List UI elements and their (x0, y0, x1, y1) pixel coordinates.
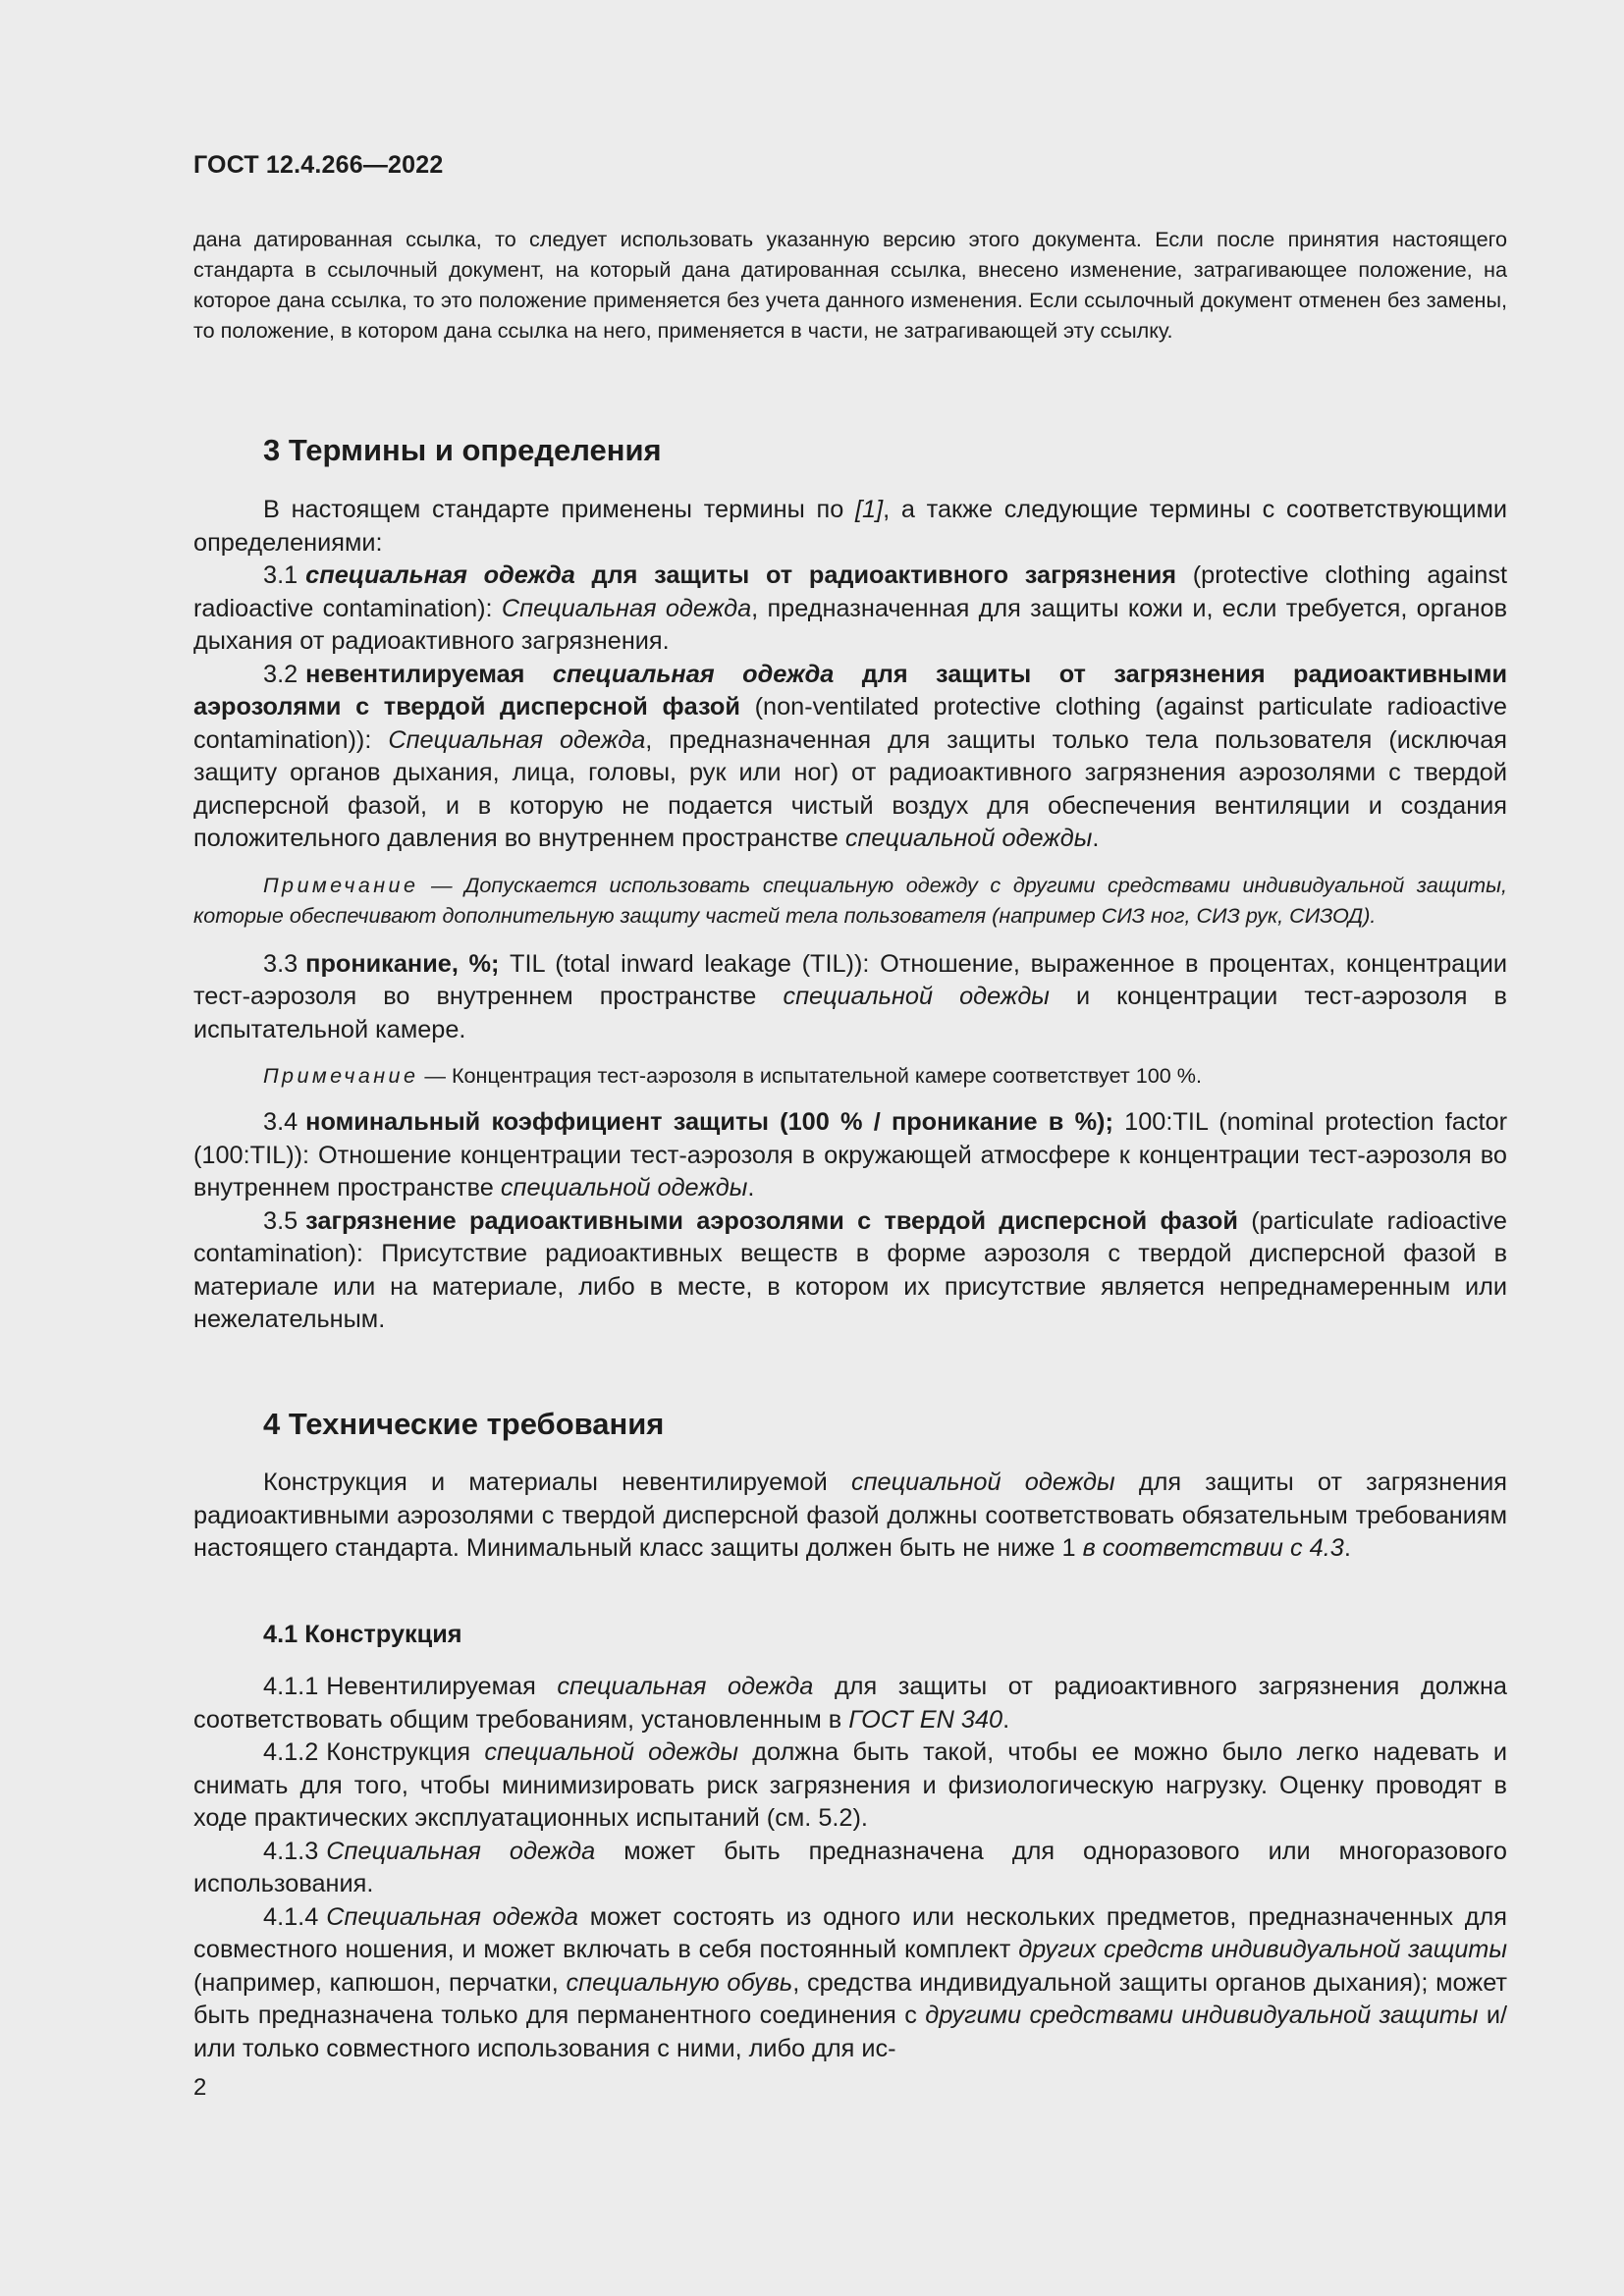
clause-4-1-1: 4.1.1 Невентилируемая специальная одежда для защиты от радиоактивного загрязнения должна соответствовать общим требованиям, установленным в ГОСТ EN 340. (193, 1673, 1507, 1734)
note-1: Примечание — Допускается использовать специальную одежду с другими средствами индивидуальной защиты, которые обеспечивают дополнительную защиту частей тела пользователя (например СИЗ ног, СИЗ рук, СИЗОД). (193, 872, 1507, 928)
clause-4-1-2: 4.1.2 Конструкция специальной одежды должна быть такой, чтобы ее можно было легко надевать и снимать для того, чтобы минимизировать риск загрязнения и физиологическую нагрузку. Оценку проводят в ходе практических эксплуатационных испытаний (см. 5.2). (193, 1738, 1508, 1832)
clause-4-1-3: 4.1.3 Специальная одежда может быть предназначена для одноразового или многоразового использования. (193, 1837, 1508, 1897)
term-3-5: 3.5 загрязнение радиоактивными аэрозолями с твердой дисперсной фазой (particulate radioactive contamination): Присутствие радиоактивных веществ в форме аэрозоля с твердой дисперсной фазой в материале или на материале, либо в месте, в котором их присутствие является непреднамеренным или нежелательным. (193, 1206, 1508, 1333)
section-3-intro: В настоящем стандарте применены термины по [1], а также следующие термины с соответствующими определениями: (193, 496, 1507, 557)
section-3-heading: 3 Термины и определения (263, 433, 662, 467)
section-4-intro: Конструкция и материалы невентилируемой специальной одежды для защиты от загрязнения радиоактивными аэрозолями с твердой дисперсной фазой должны соответствовать обязательным требованиям настоящего стандарта. Минимальный класс защиты должен быть не ниже 1 в соответствии с 4.3. (193, 1468, 1507, 1562)
note-2: Примечание — Концентрация тест-аэрозоля в испытательной камере соответствует 100 %. (263, 1063, 1202, 1088)
term-3-4: 3.4 номинальный коэффициент защиты (100 % / проникание в %); 100:TIL (nominal protection factor (100:TIL)): Отношение концентрации тест-аэрозоля в окружающей атмосфере к концентрации тест-аэрозоля во внутреннем пространстве специальной одежды. (193, 1108, 1507, 1201)
term-3-3: 3.3 проникание, %; TIL (total inward leakage (TIL)): Отношение, выраженное в процентах, концентрации тест-аэрозоля во внутреннем пространстве специальной одежды и концентрации тест-аэрозоля в испытательной камере. (193, 949, 1507, 1043)
section-3-body (193, 494, 1507, 1337)
section-4-heading: 4 Технические требования (263, 1407, 665, 1441)
subsection-4-1-heading: 4.1 Конструкция (263, 1621, 462, 1648)
clause-4-1-4: 4.1.4 Специальная одежда может состоять из одного или нескольких предметов, предназначенных для совместного ношения, и может включать в себя постоянный комплект других средств индивидуальной защиты (например, капюшон, перчатки, специальную обувь, средства индивидуальной защиты органов дыхания); может быть предназначена только для перманентного соединения с другими средствами индивидуальной защиты и/или только совместного использования с ними, либо для ис- (193, 1902, 1508, 2062)
term-3-2: 3.2 невентилируемая специальная одежда для защиты от загрязнения радиоактивными аэрозолями с твердой дисперсной фазой (non-ventilated protective clothing (against particulate radioactive contamination)): Специальная одежда, предназначенная для защиты только тела пользователя (исключая защиту органов дыхания, лица, головы, рук или ног) от радиоактивного загрязнения аэрозолями с твердой дисперсной фазой, и в которую не подается чистый воздух для обеспечения вентиляции и создания положительного давления во внутреннем пространстве специальной одежды. (193, 660, 1507, 852)
page-number: 2 (193, 2074, 207, 2101)
term-3-1: 3.1 специальная одежда для защиты от радиоактивного загрязнения (protective clothing against radioactive contamination): Специальная одежда, предназначенная для защиты кожи и, если требуется, органов дыхания от радиоактивного загрязнения. (193, 561, 1508, 655)
document-code: ГОСТ 12.4.266—2022 (193, 151, 444, 179)
subsection-4-1-body (193, 1671, 1507, 2065)
intro-paragraph: дана датированная ссылка, то следует использовать указанную версию этого документа. Если после принятия настоящего стандарта в ссылочный документ, на который дана датированная ссылка, внесено изменение, затрагивающее положение, на которое дана ссылка, то это положение применяется без учета данного изменения. Если ссылочный документ отменен без замены, то положение, в котором дана ссылка на него, применяется в части, не затрагивающей эту ссылку. (193, 227, 1507, 343)
